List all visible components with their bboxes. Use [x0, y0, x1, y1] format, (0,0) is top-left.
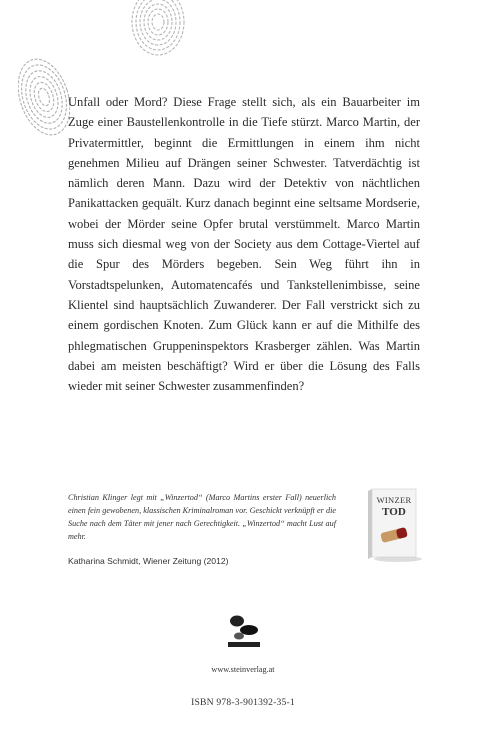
back-cover-blurb: Unfall oder Mord? Diese Frage stellt sich, als ein Bauarbeiter im Zuge einer Baustellenkontrolle in die Tiefe stürzt. Marco Martin, der Privatermittler, beginnt die Ermittlungen in einem ihm nicht genehmen Milieu auf Drängen seiner Schwester. Tatverdächtig ist nämlich deren Mann. Dazu wird der Detektiv von nächtlichen Panikattacken gequält. Kurz danach beginnt eine seltsame Mordserie, wobei der Mörder seine Opfer brutal verstümmelt. Marco Martin muss sich diesmal weg von der Society aus dem Cottage-Viertel auf die Spur des Mörders begeben. Sein Weg führt ihn in Vorstadtspelunken, Automatencafés und Tankstellenimbisse, seine Klientel sind hauptsächlich Zuwanderer. Der Fall verstrickt sich zu einem gordischen Knoten. Zum Glück kann er auf die Mithilfe des phlegmatischen Gruppeninspektors Krasberger zählen. Was Martin dabei am meisten beschäftigt? Wird er über die Lösung des Falls wieder mit seiner Schwester zusammenfinden? — [68, 95, 420, 394]
publisher-logo — [227, 611, 261, 651]
publisher-url: www.steinverlag.at — [211, 665, 275, 674]
book-cover-image — [364, 487, 424, 563]
book-title-line1: WINZER — [376, 495, 412, 505]
isbn-number: ISBN 978-3-901392-35-1 — [191, 697, 295, 708]
review-credit: Katharina Schmidt, Wiener Zeitung (2012) — [68, 556, 229, 566]
book-title-line2: TOD — [382, 506, 406, 518]
fingerprint-icon — [18, 52, 70, 142]
review-quote: Christian Klinger legt mit „Winzertod“ (Marco Martins erster Fall) neuerlich einen fein gewobenen, klassischen Kriminalroman vor. Geschickt verknüpft er die Suche nach dem Täter mit jener nach Gerechtigkeit. „Winzertod“ macht Lust auf mehr. — [68, 493, 336, 541]
fingerprint-icon — [128, 0, 188, 58]
